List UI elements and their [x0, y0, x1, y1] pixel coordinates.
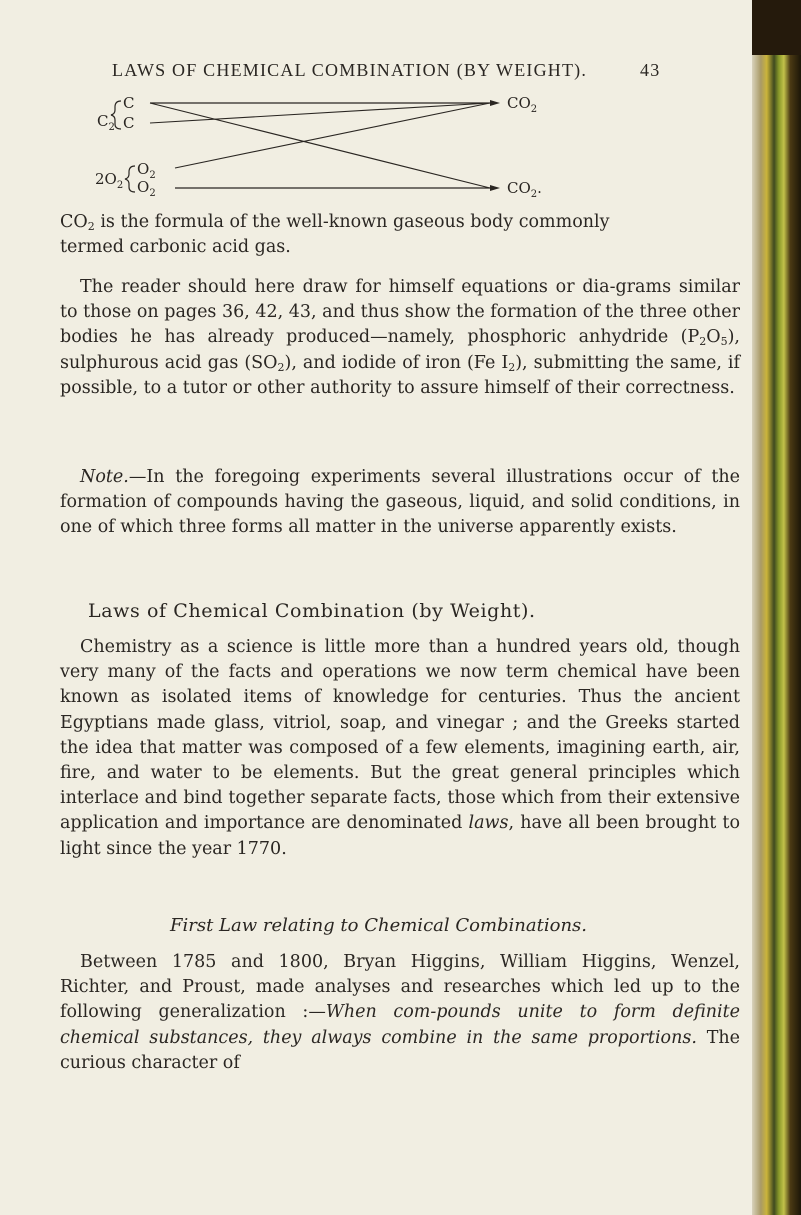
paragraph-chemistry: Chemistry as a science is little more than a hundred years old, though very many of the facts and operations we now term chemical have been known as isolated items of knowledge for centuries. Thus the ancient Egyptians made glass, vitriol, soap, and vinegar ; and the Greeks started the idea that matter was composed of a few elements, imagining earth, air, fire, and water to be elements. But the great general principles which interlace and bind together separate facts, those which from their extensive application and importance are denominated laws, have all been brought to light since the year 1770. [60, 637, 740, 859]
diagram-product-co2-bottom: $CO_2$. [507, 179, 542, 198]
laws-italic: laws [468, 813, 509, 834]
diagram-atom-c-2: C [123, 114, 135, 132]
formula-text: is the formula of the well-known gaseous body commonly [94, 212, 610, 232]
law-statement-italic: When com-pounds unite to form definite chemical substances, they always combine in the same proportions. [60, 1002, 740, 1048]
note-label: Note. [80, 467, 129, 487]
diagram-atom-c-1: C [123, 94, 135, 112]
bottom-brace [125, 166, 135, 192]
running-header [112, 60, 672, 81]
book-binding-edge [752, 0, 801, 1215]
diagram-atom-o2-1: $O_2$ [137, 160, 156, 181]
note-text: —In the foregoing experiments several illustrations occur of the formation of compounds having the gaseous, liquid, and solid conditions, in one of which three forms all matter in the universe apparently exists. [60, 467, 740, 538]
running-title: LAWS OF CHEMICAL COMBINATION (BY WEIGHT). [112, 60, 588, 80]
diagram-atom-o2-2: $O_2$ [137, 178, 156, 198]
diagram-prefix-2o2: $2O_2$ [95, 170, 124, 191]
formula-co-sub: 2 [87, 220, 95, 233]
line-c-to-co2-bottom [150, 103, 490, 188]
combination-diagram [95, 88, 555, 198]
arrow-head-bottom [490, 185, 500, 191]
paragraph-reader: The reader should here draw for himself equations or dia-grams similar to those on pages 36, 42, 43, and thus show the formation of the three other bodies he has already produced—namely, phosphoric anhydride $(P_2O_5)$, sulphurous acid gas $(SO_2)$, and iodide of iron (Fe $I_2$), submitting the same, if possible, to a tutor or other authority to assure himself of their correctness. [60, 277, 741, 398]
formula-co: CO [60, 212, 88, 232]
subsection-title: First Law relating to Chemical Combinations. [170, 915, 588, 936]
diagram-product-co2-top: $CO_2$ [507, 94, 538, 115]
paragraph-note [60, 465, 740, 541]
page-number: 43 [640, 60, 661, 80]
section-title: Laws of Chemical Combination (by Weight). [88, 600, 536, 622]
diagram-prefix-c2: $C_2$ [97, 112, 115, 133]
binding-shadow [752, 0, 801, 55]
formula-paragraph [60, 210, 750, 260]
paragraph-between: Between 1785 and 1800, Bryan Higgins, William Higgins, Wenzel, Richter, and Proust, made analyses and researches which led up to the following generalization :—When com-pounds unite to form definite chemical substances, they always combine in the same proportions. The curious character of [60, 952, 740, 1073]
arrow-head-top [490, 100, 500, 106]
formula-text-line2: termed carbonic acid gas. [60, 237, 291, 257]
